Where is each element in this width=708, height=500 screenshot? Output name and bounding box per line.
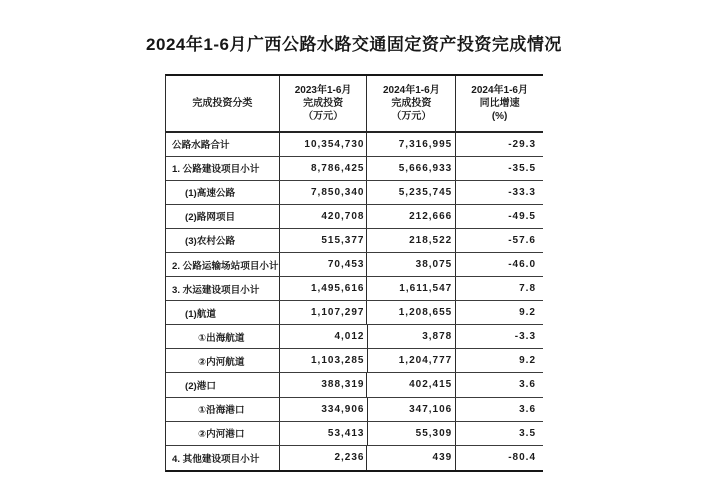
value-2024-cell: 347,106 <box>368 398 457 421</box>
category-cell: ②内河港口 <box>166 422 280 445</box>
category-cell: 1. 公路建设项目小计 <box>166 157 280 180</box>
growth-rate-cell: -35.5 <box>508 162 537 174</box>
category-cell: (1)高速公路 <box>166 181 280 204</box>
growth-rate-cell: -29.3 <box>508 138 537 150</box>
header-line: （万元） <box>303 110 344 122</box>
header-line: (%) <box>491 110 508 122</box>
value-2023-cell: 8,786,425 <box>280 157 368 180</box>
header-2024-investment-column <box>367 76 456 131</box>
table-row <box>166 398 543 422</box>
table-row <box>166 446 543 470</box>
value-2024-cell: 7,316,995 <box>367 133 456 156</box>
table-row <box>166 205 543 229</box>
growth-rate-cell: 9.2 <box>519 355 537 367</box>
category-cell: 3. 水运建设项目小计 <box>166 277 280 300</box>
growth-rate-cell: -49.5 <box>508 210 536 222</box>
table-row <box>166 349 543 373</box>
value-2024-cell: 439 <box>367 446 456 470</box>
value-2024-cell: 1,611,547 <box>367 277 456 300</box>
growth-rate-cell: -80.4 <box>508 452 537 464</box>
value-2024-cell: 3,878 <box>368 325 457 348</box>
growth-rate-cell: -3.3 <box>514 331 537 343</box>
category-cell: 2. 公路运输场站项目小计 <box>166 253 280 276</box>
table-row <box>166 229 543 253</box>
value-2023-cell: 2,236 <box>280 446 368 470</box>
category-cell: (3)农村公路 <box>166 229 280 252</box>
header-line: （万元） <box>391 110 432 122</box>
value-2023-cell: 420,708 <box>280 205 368 228</box>
category-cell: (1)航道 <box>166 301 280 324</box>
value-2023-cell: 1,107,297 <box>280 301 368 324</box>
header-line: 完成投资分类 <box>192 97 253 109</box>
category-cell: ②内河航道 <box>166 349 280 372</box>
growth-rate-cell: 3.6 <box>519 403 537 415</box>
header-category-column <box>166 76 280 131</box>
table-header <box>166 76 543 133</box>
header-growth-rate-column <box>456 76 543 131</box>
growth-rate-cell: 9.2 <box>519 307 536 319</box>
value-2024-cell: 1,208,655 <box>367 301 456 324</box>
value-2024-cell: 5,666,933 <box>367 157 456 180</box>
growth-rate-cell: 3.5 <box>519 427 537 439</box>
growth-rate-cell: 7.8 <box>519 283 537 295</box>
table-row <box>166 253 543 277</box>
page-title: 2024年1-6月广西公路水路交通固定资产投资完成情况 <box>146 35 562 54</box>
value-2023-cell: 388,319 <box>280 373 368 396</box>
value-2023-cell: 70,453 <box>280 253 368 276</box>
header-line: 2024年1-6月 <box>471 84 528 96</box>
header-line: 完成投资 <box>303 97 344 109</box>
table-row <box>166 325 543 349</box>
investment-table <box>165 74 543 472</box>
table-row <box>166 373 543 397</box>
table-row <box>166 277 543 301</box>
value-2024-cell: 1,204,777 <box>368 349 457 372</box>
growth-rate-cell: 3.6 <box>519 379 536 391</box>
value-2023-cell: 53,413 <box>280 422 368 445</box>
value-2023-cell: 334,906 <box>280 398 368 421</box>
header-line: 完成投资 <box>391 97 432 109</box>
table-row <box>166 301 543 325</box>
value-2023-cell: 1,495,616 <box>280 277 368 300</box>
table-row <box>166 422 543 446</box>
header-line: 2024年1-6月 <box>383 84 440 96</box>
table-body <box>166 133 543 470</box>
value-2024-cell: 5,235,745 <box>367 181 456 204</box>
value-2023-cell: 4,012 <box>280 325 368 348</box>
growth-rate-cell: -46.0 <box>508 259 537 271</box>
value-2024-cell: 212,666 <box>367 205 456 228</box>
table-row <box>166 181 543 205</box>
header-2023-investment-column <box>280 76 368 131</box>
value-2024-cell: 55,309 <box>368 422 457 445</box>
header-line: 2023年1-6月 <box>294 84 352 96</box>
table-row <box>166 133 543 157</box>
category-cell: ①出海航道 <box>166 325 280 348</box>
growth-rate-cell: -33.3 <box>508 186 536 198</box>
category-cell: 公路水路合计 <box>166 133 280 156</box>
category-cell: ①沿海港口 <box>166 398 280 421</box>
value-2024-cell: 402,415 <box>367 373 456 396</box>
growth-rate-cell: -57.6 <box>508 234 536 246</box>
table-row <box>166 157 543 181</box>
value-2023-cell: 1,103,285 <box>280 349 368 372</box>
header-line: 同比增速 <box>479 97 520 109</box>
value-2024-cell: 218,522 <box>367 229 456 252</box>
category-cell: (2)路网项目 <box>166 205 280 228</box>
value-2024-cell: 38,075 <box>367 253 456 276</box>
category-cell: 4. 其他建设项目小计 <box>166 446 280 470</box>
value-2023-cell: 10,354,730 <box>280 133 368 156</box>
category-cell: (2)港口 <box>166 373 280 396</box>
value-2023-cell: 7,850,340 <box>280 181 368 204</box>
value-2023-cell: 515,377 <box>280 229 368 252</box>
